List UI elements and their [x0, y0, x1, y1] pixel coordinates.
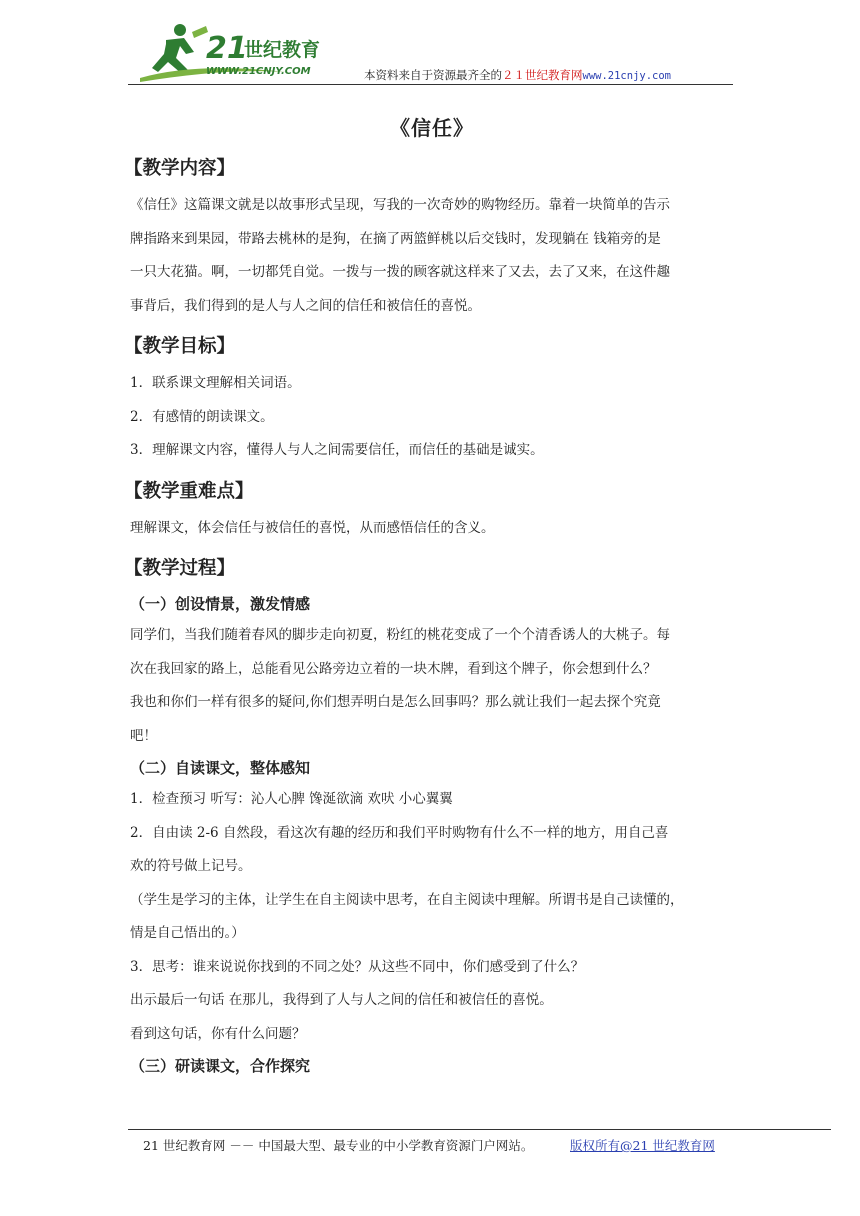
step2-line: 欢的符号做上记号。: [130, 858, 252, 874]
step2-line: 出示最后一句话 在那儿，我得到了人与人之间的信任和被信任的喜悦。: [130, 992, 553, 1008]
key-text: 理解课文，体会信任与被信任的喜悦，从而感悟信任的含义。: [130, 519, 495, 536]
step1-line: 次在我回家的路上，总能看见公路旁边立着的一块木牌，看到这个牌子，你会想到什么？: [130, 660, 657, 677]
svg-text:WWW.21CNJY.COM: WWW.21CNJY.COM: [206, 66, 311, 77]
section-heading-process: 【教学过程】: [124, 558, 236, 579]
step1-line: 同学们，当我们随着春风的脚步走向初夏，粉红的桃花变成了一个个清香诱人的大桃子。每: [130, 627, 670, 643]
page-title: 《信任》: [390, 116, 474, 140]
step-heading: （一）创设情景，激发情感: [130, 595, 311, 613]
step2-line: 3．思考：谁来说说你找到的不同之处？从这些不同中，你们感受到了什么？: [130, 958, 585, 975]
document-body: [124, 112, 734, 1081]
step-heading: （二）自读课文，整体感知: [130, 759, 311, 777]
svg-text:世纪教育: 世纪教育: [244, 39, 321, 61]
header-divider: [128, 84, 733, 85]
copyright-link[interactable]: 版权所有@21 世纪教育网: [570, 1138, 715, 1153]
step2-line: 看到这句话，你有什么问题？: [130, 1025, 306, 1042]
content-line: 《信任》这篇课文就是以故事形式呈现，写我的一次奇妙的购物经历。靠着一块简单的告示: [130, 197, 670, 213]
goal-item: 1．联系课文理解相关词语。: [130, 375, 301, 391]
goal-item: 2．有感情的朗读课文。: [130, 408, 274, 425]
footer-divider: [128, 1129, 831, 1130]
svg-text:21: 21: [206, 31, 248, 66]
step1-line: 吧！: [130, 727, 157, 744]
page-header: [128, 14, 733, 86]
step1-line: 我也和你们一样有很多的疑问,你们想弄明白是怎么回事吗？那么就让我们一起去探个究竟: [130, 694, 661, 710]
step2-line: 2．自由读 2-6 自然段，看这次有趣的经历和我们平时购物有什么不一样的地方，用自己喜: [130, 824, 669, 841]
content-line: 事背后，我们得到的是人与人之间的信任和被信任的喜悦。: [130, 297, 481, 314]
section-heading-content: 【教学内容】: [124, 158, 236, 179]
section-heading-key: 【教学重难点】: [124, 480, 254, 502]
step2-line: 1．检查预习 听写：沁人心脾 馋涎欲滴 欢吠 小心翼翼: [130, 791, 453, 807]
site-logo[interactable]: [136, 18, 336, 82]
step2-line: 情是自己悟出的。）: [130, 925, 245, 941]
tagline-prefix: 本资料来自于资源最齐全的: [364, 68, 502, 82]
content-line: 牌指路来到果园，带路去桃林的是狗，在摘了两篮鲜桃以后交钱时，发现躺在 钱箱旁的是: [130, 230, 661, 247]
footer-text: 21 世纪教育网 －－ 中国最大型、最专业的中小学教育资源门户网站。: [143, 1138, 534, 1153]
header-tagline: [364, 67, 671, 83]
step-heading: （三）研读课文，合作探究: [130, 1057, 311, 1075]
tagline-url[interactable]: www.21cnjy.com: [582, 70, 672, 82]
section-heading-goals: 【教学目标】: [124, 336, 236, 357]
goal-item: 3．理解课文内容，懂得人与人之间需要信任，而信任的基础是诚实。: [130, 442, 544, 458]
tagline-site[interactable]: ２１世纪教育网: [502, 68, 583, 82]
content-line: 一只大花猫。啊，一切都凭自觉。一拨与一拨的顾客就这样来了又去，去了又来，在这件趣: [130, 264, 670, 280]
step2-line: （学生是学习的主体，让学生在自主阅读中思考，在自主阅读中理解。所谓书是自己读懂的，: [130, 891, 684, 908]
